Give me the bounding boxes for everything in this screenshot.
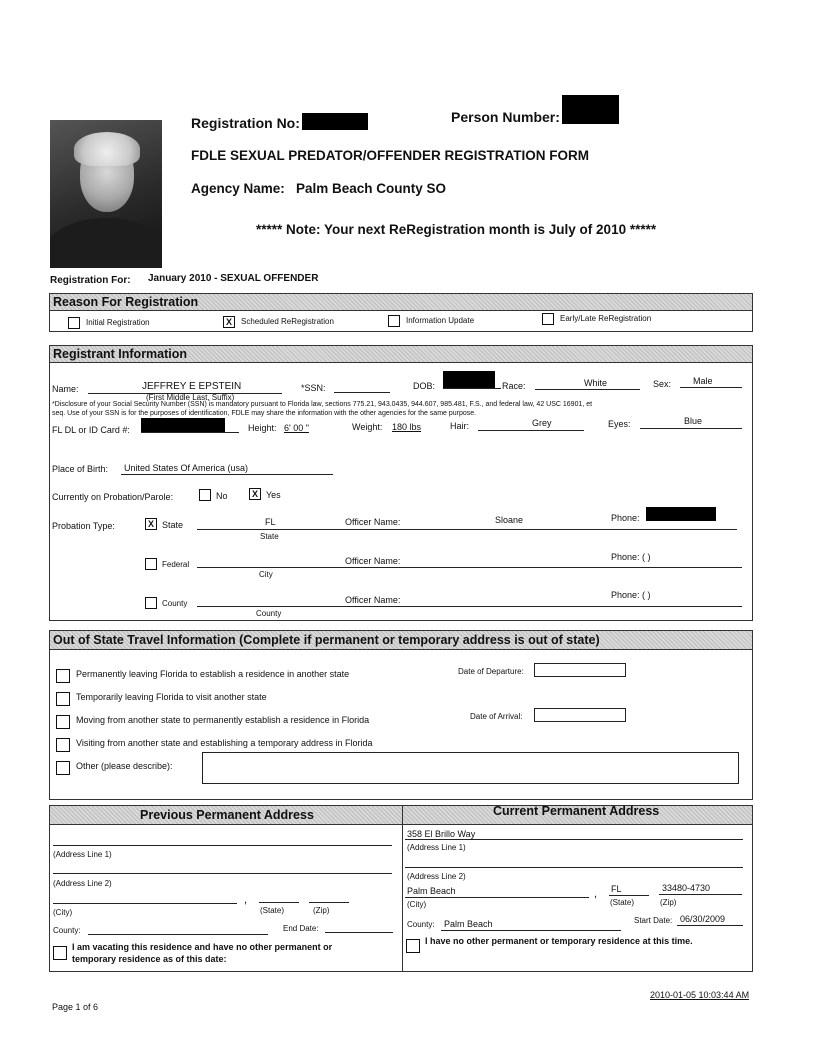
photo-hair [74, 132, 140, 166]
registrant-title: Registrant Information [50, 346, 752, 363]
scheduled-reregistration-checkbox[interactable]: X [223, 316, 235, 328]
no-other-residence-checkbox[interactable] [406, 939, 420, 953]
fl-dl-label: FL DL or ID Card #: [52, 425, 130, 435]
dob-line [443, 388, 501, 389]
hair-value: Grey [532, 418, 552, 428]
current-city-line [405, 897, 589, 898]
federal-officer-label: Officer Name: [345, 556, 401, 566]
place-of-birth-value: United States Of America (usa) [124, 463, 249, 473]
previous-address1-line [53, 845, 392, 846]
name-hint: (First Middle Last, Suffix) [146, 393, 235, 402]
registration-no-redaction [302, 113, 368, 130]
probation-county-sublabel: County [256, 609, 282, 618]
current-state-label: (State) [610, 898, 635, 907]
current-county-label: County: [407, 920, 435, 929]
travel-moving-in-label: Moving from another state to permanently establish a residence in Florida [76, 715, 370, 725]
dob-redaction [443, 371, 495, 388]
probation-state-label: State [162, 520, 184, 530]
travel-permanent-leaving-label: Permanently leaving Florida to establish a residence in another state [76, 669, 350, 679]
previous-end-date-line [325, 932, 393, 933]
no-other-residence-text: I have no other permanent or temporary residence at this time. [425, 936, 693, 946]
person-number-label: Person Number: [451, 109, 560, 125]
departure-date-input[interactable] [534, 663, 626, 677]
travel-moving-in-checkbox[interactable] [56, 715, 70, 729]
previous-county-label: County: [53, 926, 81, 935]
registration-for-label: Registration For: [50, 275, 131, 286]
address-divider [402, 806, 403, 971]
state-phone-redaction [646, 507, 716, 521]
travel-temporary-leaving-checkbox[interactable] [56, 692, 70, 706]
weight-value: 180 lbs [392, 422, 422, 432]
scheduled-reregistration-label: Scheduled ReRegistration [241, 317, 334, 326]
race-value: White [584, 378, 608, 388]
previous-address2-label: (Address Line 2) [53, 879, 112, 888]
current-zip-label: (Zip) [660, 898, 677, 907]
initial-registration-label: Initial Registration [86, 318, 150, 327]
current-zip-value: 33480-4730 [662, 883, 711, 893]
federal-phone-label: Phone: ( ) [611, 552, 651, 562]
current-county-line [441, 930, 621, 931]
sex-value: Male [693, 376, 713, 386]
current-address1-line [405, 839, 743, 840]
travel-visiting-checkbox[interactable] [56, 738, 70, 752]
registration-for-value: January 2010 - SEXUAL OFFENDER [148, 273, 319, 284]
fl-dl-line [141, 432, 239, 433]
travel-other-label: Other (please describe): [76, 761, 173, 771]
probation-yes-label: Yes [266, 490, 281, 500]
previous-zip-line [309, 902, 349, 903]
current-start-date-label: Start Date: [634, 916, 673, 925]
probation-federal-label: Federal [162, 560, 190, 569]
previous-address2-line [53, 873, 392, 874]
travel-visiting-label: Visiting from another state and establishing a temporary address in Florida [76, 738, 373, 748]
current-address2-line [405, 867, 743, 868]
reason-section [49, 293, 753, 332]
travel-other-description-input[interactable] [202, 752, 739, 784]
reregistration-note: ***** Note: Your next ReRegistration month is July of 2010 ***** [256, 222, 657, 237]
eyes-value: Blue [684, 416, 703, 426]
hair-line [478, 430, 584, 431]
name-value: JEFFREY E EPSTEIN [142, 381, 242, 392]
early-late-reregistration-label: Early/Late ReRegistration [560, 314, 652, 323]
eyes-line [640, 428, 742, 429]
information-update-checkbox[interactable] [388, 315, 400, 327]
ssn-label: *SSN: [301, 383, 326, 393]
weight-label: Weight: [352, 422, 383, 432]
probation-type-label: Probation Type: [52, 521, 115, 531]
agency-label: Agency Name: [191, 181, 285, 196]
registrant-photo [50, 120, 162, 268]
fl-dl-redaction [141, 418, 225, 432]
current-state-line [609, 895, 649, 896]
travel-temporary-leaving-label: Temporarily leaving Florida to visit another state [76, 692, 267, 702]
current-start-date-value: 06/30/2009 [680, 914, 726, 924]
current-start-date-line [677, 925, 743, 926]
person-number-redaction [562, 95, 619, 124]
sex-label: Sex: [653, 379, 672, 389]
information-update-label: Information Update [406, 316, 475, 325]
form-title: FDLE SEXUAL PREDATOR/OFFENDER REGISTRATION FORM [191, 148, 590, 163]
early-late-reregistration-checkbox[interactable] [542, 313, 554, 325]
travel-title: Out of State Travel Information (Complete if permanent or temporary address is out of state) [50, 631, 752, 650]
vacating-text-1: I am vacating this residence and have no other permanent or [72, 942, 333, 952]
probation-state-checkbox[interactable]: X [145, 518, 157, 530]
probation-federal-checkbox[interactable] [145, 558, 157, 570]
probation-federal-line [197, 567, 742, 568]
place-of-birth-label: Place of Birth: [52, 464, 109, 474]
current-city-label: (City) [407, 900, 427, 909]
previous-end-date-label: End Date: [283, 924, 319, 933]
race-line [535, 389, 640, 390]
previous-county-line [88, 934, 268, 935]
previous-address1-label: (Address Line 1) [53, 850, 112, 859]
print-timestamp: 2010-01-05 10:03:44 AM [650, 990, 750, 1000]
previous-state-label: (State) [260, 906, 285, 915]
height-value: 6' 00 " [284, 423, 309, 433]
current-address2-label: (Address Line 2) [407, 872, 466, 881]
vacating-checkbox[interactable] [53, 946, 67, 960]
probation-state-value: FL [265, 517, 276, 527]
ssn-line [334, 392, 390, 393]
probation-federal-sublabel: City [259, 570, 273, 579]
ssn-disclosure-line-1: *Disclosure of your Social Security Number (SSN) is mandatory pursuant to Florida law, sections 775.21, 943.0435, 944.607, 985.481, F.S., and federal law, 42 USC 16901, et [52, 401, 593, 408]
probation-state-line [197, 529, 737, 530]
registration-no-label: Registration No: [191, 115, 300, 131]
departure-date-label: Date of Departure: [458, 667, 524, 676]
probation-no-label: No [216, 491, 228, 501]
page-number: Page 1 of 6 [52, 1002, 99, 1012]
agency-value: Palm Beach County SO [296, 181, 447, 196]
dob-label: DOB: [413, 381, 436, 391]
county-officer-label: Officer Name: [345, 595, 401, 605]
probation-label: Currently on Probation/Parole: [52, 492, 174, 502]
current-state-value: FL [611, 884, 622, 894]
previous-state-line [259, 902, 299, 903]
current-city-comma: , [594, 888, 598, 900]
travel-permanent-leaving-checkbox[interactable] [56, 669, 70, 683]
height-label: Height: [248, 423, 277, 433]
current-zip-line [659, 894, 742, 895]
vacating-text-2: temporary residence as of this date: [72, 954, 227, 964]
previous-address-title: Previous Permanent Address [140, 808, 314, 822]
sex-line [680, 387, 742, 388]
current-address1-value: 358 El Brillo Way [407, 829, 476, 839]
state-officer-value: Sloane [495, 515, 524, 525]
eyes-label: Eyes: [608, 419, 631, 429]
current-county-value: Palm Beach [444, 919, 493, 929]
state-officer-label: Officer Name: [345, 517, 401, 527]
county-phone-label: Phone: ( ) [611, 590, 651, 600]
initial-registration-checkbox[interactable] [68, 317, 80, 329]
previous-city-comma: , [244, 894, 248, 906]
hair-label: Hair: [450, 421, 470, 431]
current-address-title: Current Permanent Address [493, 804, 660, 818]
previous-zip-label: (Zip) [313, 906, 330, 915]
arrival-date-input[interactable] [534, 708, 626, 722]
race-label: Race: [502, 381, 526, 391]
current-address1-label: (Address Line 1) [407, 843, 466, 852]
probation-county-label: County [162, 599, 188, 608]
ssn-disclosure-line-2: seq. Use of your SSN is for the purposes of identification, FDLE may share the information with the other agencies for the same purpose. [52, 410, 477, 417]
name-label: Name: [52, 384, 79, 394]
probation-county-line [197, 606, 742, 607]
reason-title: Reason For Registration [50, 294, 752, 311]
previous-city-line [53, 903, 237, 904]
photo-shoulders [50, 218, 162, 268]
current-city-value: Palm Beach [407, 886, 456, 896]
place-of-birth-line [121, 474, 333, 475]
probation-yes-checkbox[interactable]: X [249, 488, 261, 500]
arrival-date-label: Date of Arrival: [470, 712, 523, 721]
probation-county-checkbox[interactable] [145, 597, 157, 609]
probation-state-sublabel: State [260, 532, 279, 541]
state-phone-label: Phone: [611, 513, 640, 523]
travel-other-checkbox[interactable] [56, 761, 70, 775]
previous-city-label: (City) [53, 908, 73, 917]
probation-no-checkbox[interactable] [199, 489, 211, 501]
